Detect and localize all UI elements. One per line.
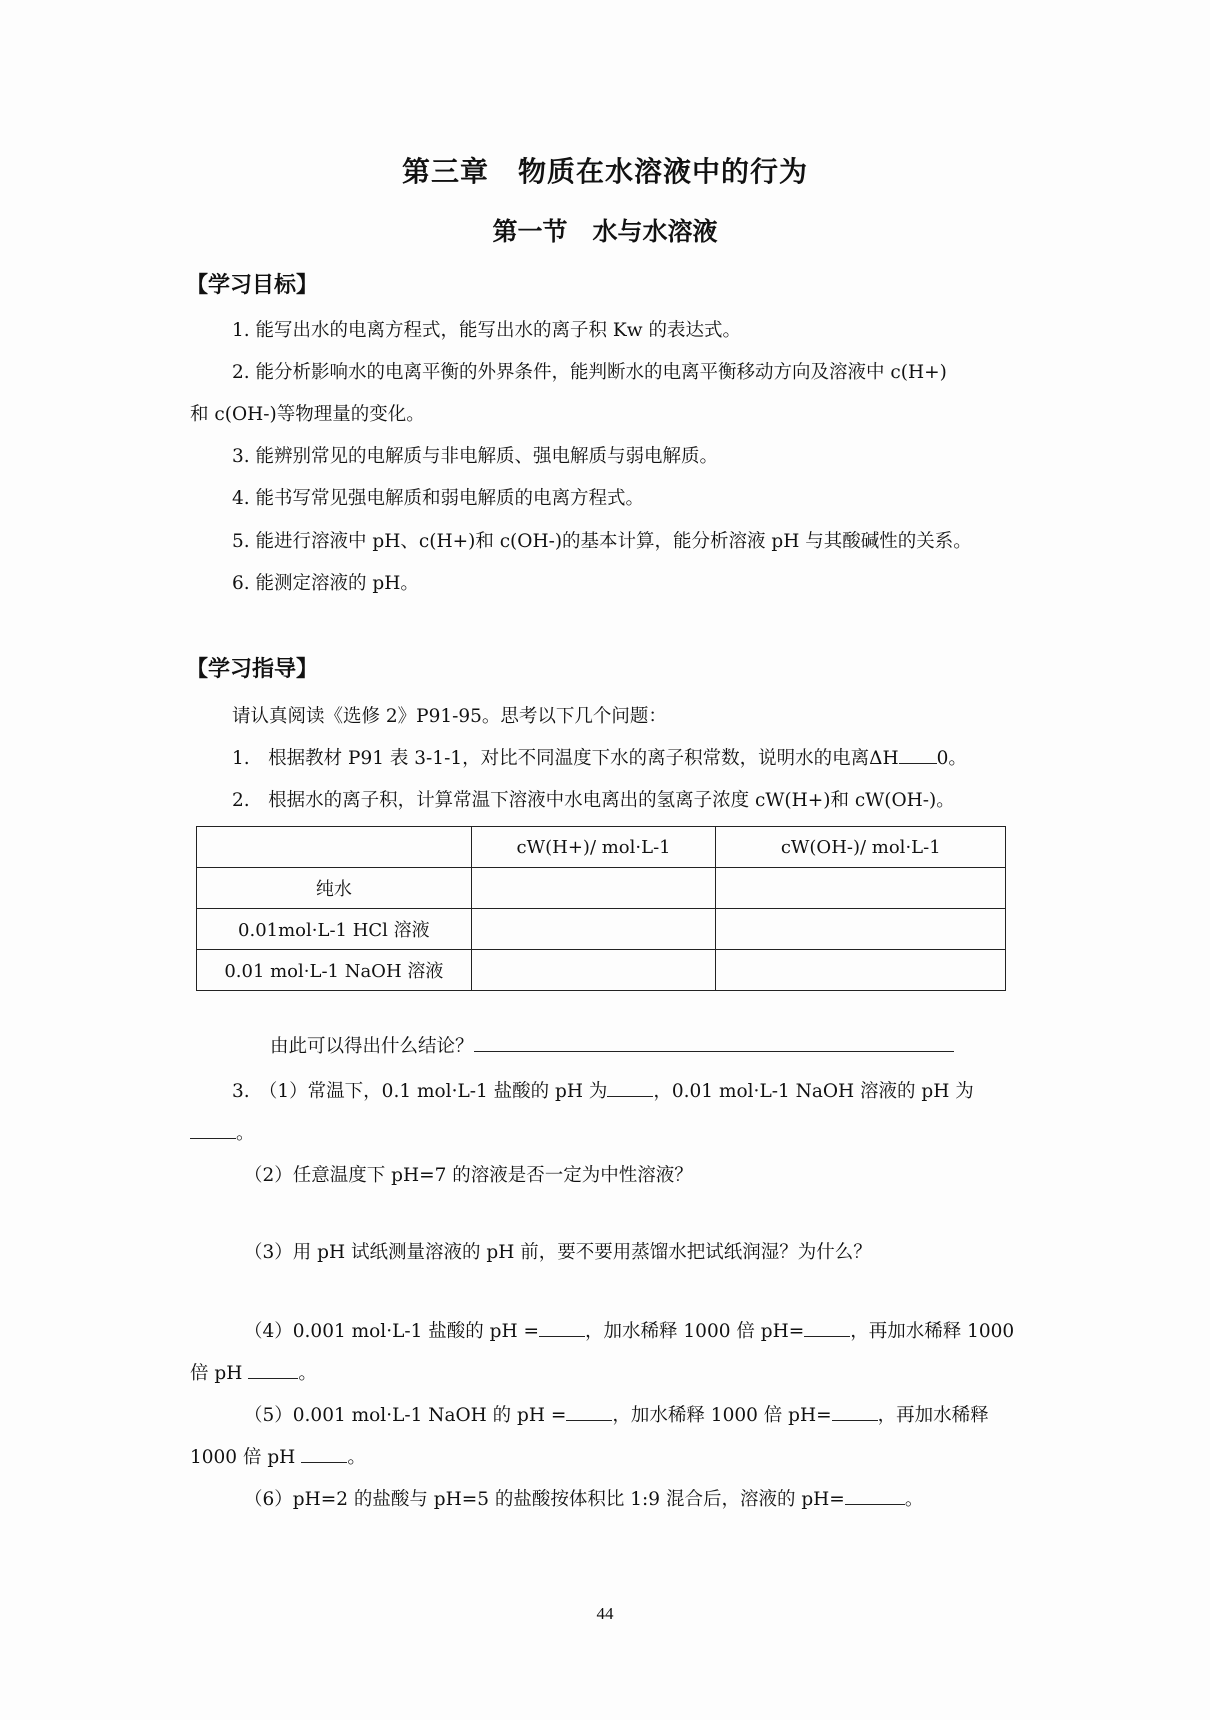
table-answer-cell[interactable] — [716, 950, 1006, 991]
table-row-label: 0.01 mol·L-1 NaOH 溶液 — [197, 950, 472, 991]
table-header-row — [197, 827, 1006, 868]
answer-blank[interactable] — [539, 1318, 585, 1337]
question-3-4-text-d: 倍 pH — [190, 1363, 243, 1384]
objective-2: 2. 能分析影响水的电离平衡的外界条件，能判断水的电离平衡移动方向及溶液中 c(H+) — [232, 362, 947, 383]
table-row-label: 0.01mol·L-1 HCl 溶液 — [197, 909, 472, 950]
question-3-4-text-b: ，加水稀释 1000 倍 pH= — [585, 1321, 805, 1342]
question-3-5-text-d: 1000 倍 pH — [190, 1447, 296, 1468]
guidance-heading: 【学习指导】 — [186, 657, 319, 682]
objective-2-cont: 和 c(OH-)等物理量的变化。 — [190, 404, 425, 425]
conclusion-prompt: 由此可以得出什么结论？ — [270, 1036, 474, 1057]
conclusion-blank[interactable] — [474, 1033, 954, 1052]
question-3-4-cont — [190, 1359, 317, 1385]
answer-blank[interactable] — [899, 745, 937, 764]
question-3-1-end: 。 — [236, 1123, 255, 1144]
table-answer-cell[interactable] — [716, 909, 1006, 950]
question-3-1-text-b: ，0.01 mol·L-1 NaOH 溶液的 pH 为 — [653, 1081, 974, 1102]
table-row-label: 纯水 — [197, 868, 472, 909]
answer-blank[interactable] — [845, 1486, 905, 1505]
question-1 — [232, 744, 967, 770]
section-title: 第一节 水与水溶液 — [492, 217, 718, 246]
question-3-2: （2）任意温度下 pH=7 的溶液是否一定为中性溶液？ — [244, 1165, 693, 1186]
question-3-6 — [244, 1485, 923, 1511]
answer-blank[interactable] — [248, 1360, 298, 1379]
question-3-5-cont — [190, 1443, 366, 1469]
table-answer-cell[interactable] — [716, 868, 1006, 909]
table-answer-cell[interactable] — [471, 909, 716, 950]
concentration-table — [196, 826, 1006, 991]
objectives-heading: 【学习目标】 — [186, 273, 319, 298]
question-1-text: 1. 根据教材 P91 表 3-1-1，对比不同温度下水的离子积常数，说明水的电离ΔH — [232, 748, 899, 769]
answer-blank[interactable] — [190, 1120, 236, 1139]
answer-blank[interactable] — [566, 1402, 612, 1421]
table-row — [197, 950, 1006, 991]
table-answer-cell[interactable] — [471, 950, 716, 991]
table-row — [197, 909, 1006, 950]
answer-blank[interactable] — [804, 1318, 850, 1337]
answer-blank[interactable] — [832, 1402, 878, 1421]
guidance-intro: 请认真阅读《选修 2》P91-95。思考以下几个问题： — [232, 706, 667, 727]
question-3-4-text: （4）0.001 mol·L-1 盐酸的 pH = — [244, 1321, 540, 1342]
question-3-5 — [244, 1401, 989, 1427]
chapter-title: 第三章 物质在水溶液中的行为 — [401, 155, 808, 188]
objective-1: 1. 能写出水的电离方程式，能写出水的离子积 Kw 的表达式。 — [232, 320, 741, 341]
question-3-5-text-b: ，加水稀释 1000 倍 pH= — [612, 1405, 832, 1426]
table-answer-cell[interactable] — [471, 868, 716, 909]
question-3-5-text-c: ，再加水稀释 — [877, 1405, 989, 1426]
table-header-cell: cW(OH-)/ mol·L-1 — [716, 827, 1006, 868]
objective-5: 5. 能进行溶液中 pH、c(H+)和 c(OH-)的基本计算，能分析溶液 pH 与其酸碱性的关系。 — [232, 531, 972, 552]
question-3-6-end: 。 — [904, 1489, 924, 1510]
question-3-5-text: （5）0.001 mol·L-1 NaOH 的 pH = — [244, 1405, 567, 1426]
page-number: 44 — [596, 1604, 614, 1623]
question-2: 2. 根据水的离子积，计算常温下溶液中水电离出的氢离子浓度 cW(H+)和 cW(OH-)。 — [232, 790, 955, 811]
objective-4: 4. 能书写常见强电解质和弱电解质的电离方程式。 — [232, 488, 645, 509]
answer-blank[interactable] — [301, 1444, 347, 1463]
question-3-1 — [232, 1077, 974, 1103]
question-3-5-end: 。 — [347, 1447, 366, 1468]
question-3-4 — [244, 1317, 1014, 1343]
question-3-6-text: （6）pH=2 的盐酸与 pH=5 的盐酸按体积比 1:9 混合后，溶液的 pH= — [244, 1489, 845, 1510]
objective-6: 6. 能测定溶液的 pH。 — [232, 573, 419, 594]
question-3-1-text: 3. （1）常温下，0.1 mol·L-1 盐酸的 pH 为 — [232, 1081, 608, 1102]
question-1-end: 0。 — [936, 748, 967, 769]
table-header-cell: cW(H+)/ mol·L-1 — [471, 827, 716, 868]
question-3-4-end: 。 — [298, 1363, 317, 1384]
question-3-3: （3）用 pH 试纸测量溶液的 pH 前，要不要用蒸馏水把试纸润湿？为什么？ — [244, 1242, 872, 1263]
table-header-cell — [197, 827, 472, 868]
answer-blank[interactable] — [607, 1078, 653, 1097]
table-row — [197, 868, 1006, 909]
question-3-1-cont — [190, 1119, 255, 1145]
objective-3: 3. 能辨别常见的电解质与非电解质、强电解质与弱电解质。 — [232, 446, 719, 467]
conclusion-line — [270, 1032, 954, 1058]
question-3-4-text-c: ，再加水稀释 1000 — [850, 1321, 1015, 1342]
